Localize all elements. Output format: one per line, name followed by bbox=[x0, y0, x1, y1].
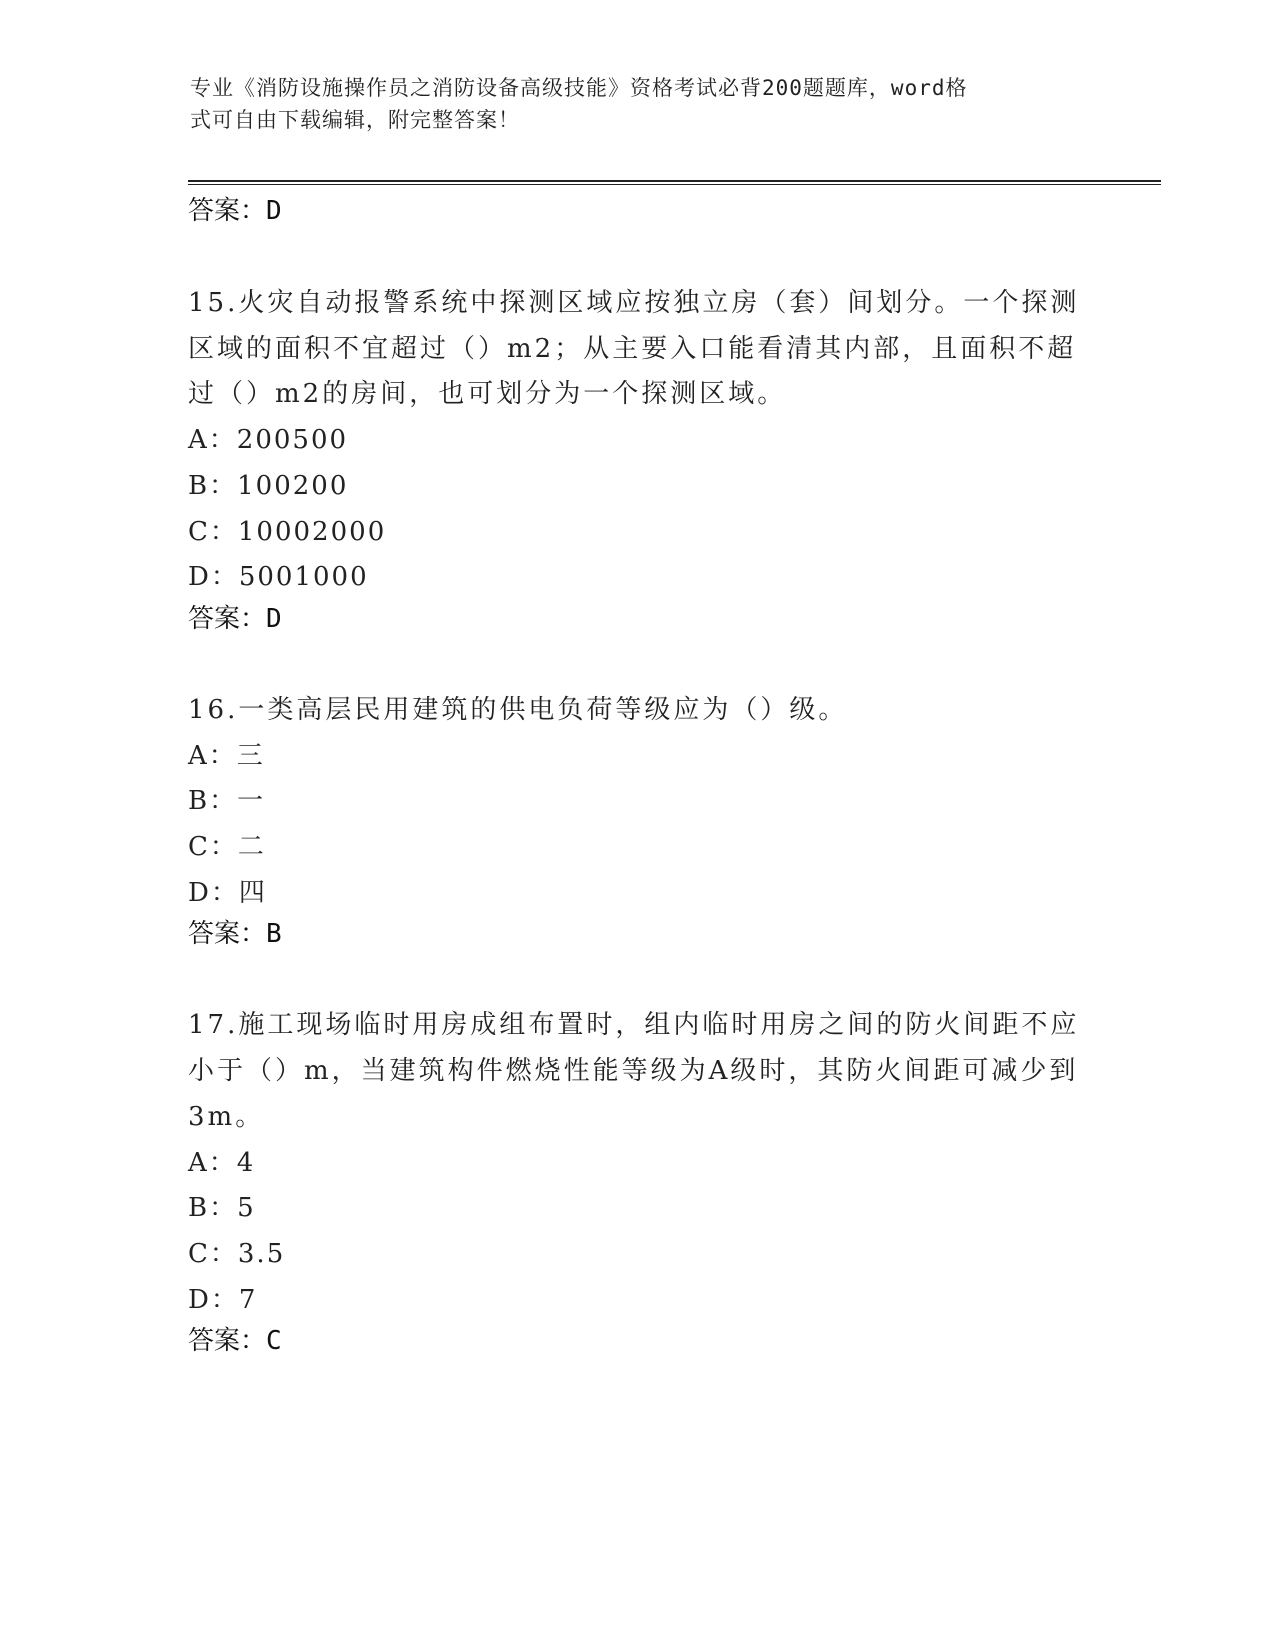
question-block bbox=[188, 281, 1088, 639]
option-d: D：四 bbox=[188, 877, 267, 908]
option-a: A：4 bbox=[188, 1147, 256, 1178]
option-c: C：3.5 bbox=[188, 1238, 286, 1269]
question-text-line: 小于（）m，当建筑构件燃烧性能等级为A级时，其防火间距可减少到 bbox=[188, 1056, 1079, 1087]
option-b: B：一 bbox=[188, 786, 266, 817]
answer-line: 答案：C bbox=[188, 1326, 282, 1357]
question-text-line: 过（）m2的房间，也可划分为一个探测区域。 bbox=[188, 379, 787, 410]
question-list bbox=[188, 193, 1088, 1361]
question-text-line: 15.火灾自动报警系统中探测区域应按独立房（套）间划分。一个探测 bbox=[188, 288, 1080, 318]
question-text-line: 17.施工现场临时用房成组布置时，组内临时用房之间的防火间距不应 bbox=[188, 1010, 1080, 1041]
question-text-line: 3m。 bbox=[188, 1101, 265, 1132]
question-text-line: 16.一类高层民用建筑的供电负荷等级应为（）级。 bbox=[188, 694, 848, 725]
answer-line: 答案：B bbox=[188, 919, 282, 950]
option-a: A：三 bbox=[188, 740, 265, 771]
option-d: D：7 bbox=[188, 1284, 258, 1315]
question-block bbox=[188, 688, 1088, 955]
option-c: C：二 bbox=[188, 832, 266, 863]
answer-line: 答案：D bbox=[188, 603, 282, 634]
question-text-line: 区域的面积不宜超过（）m2；从主要入口能看清其内部，且面积不超 bbox=[188, 333, 1077, 364]
option-d: D：5001000 bbox=[188, 562, 369, 593]
question-block bbox=[188, 1003, 1088, 1361]
header-line-2: 式可自由下载编辑，附完整答案！ bbox=[190, 108, 520, 132]
document-header bbox=[190, 72, 1070, 136]
option-a: A：200500 bbox=[188, 425, 349, 456]
answer-line: 答案：D bbox=[188, 196, 282, 226]
option-b: B：5 bbox=[188, 1193, 256, 1224]
header-line-1: 专业《消防设施操作员之消防设备高级技能》资格考试必背200题题库，word格 bbox=[190, 76, 968, 100]
option-c: C：10002000 bbox=[188, 516, 387, 547]
option-b: B：100200 bbox=[188, 470, 349, 501]
header-divider bbox=[188, 180, 1161, 185]
